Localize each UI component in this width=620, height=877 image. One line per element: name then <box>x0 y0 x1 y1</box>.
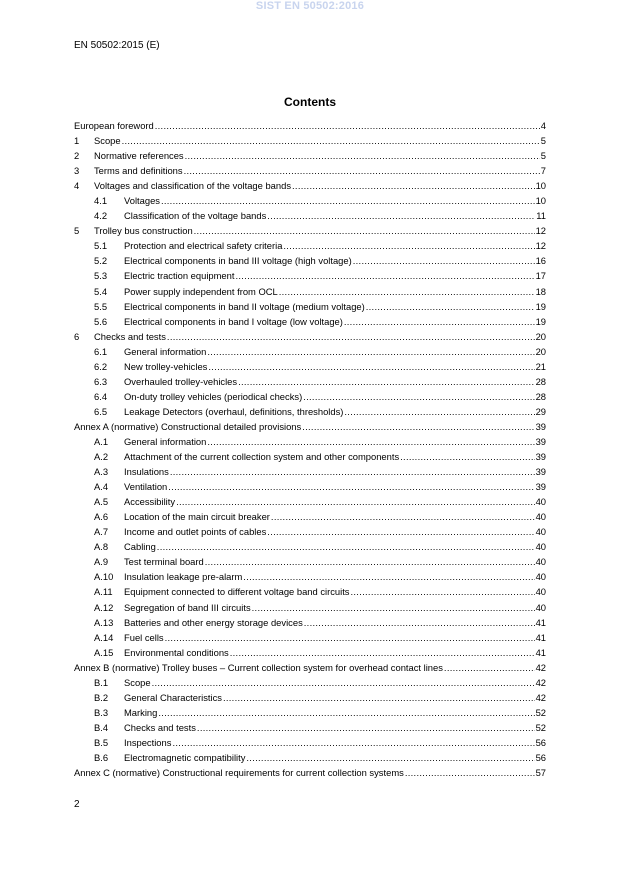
toc-entry-title: Ventilation <box>124 481 168 493</box>
toc-entry[interactable] <box>74 584 546 599</box>
toc-entry[interactable] <box>74 118 546 133</box>
toc-entry-title: General Characteristics <box>124 691 222 703</box>
watermark: SIST EN 50502:2016 <box>255 0 365 12</box>
toc-entry-number: A.1 <box>94 435 109 447</box>
toc-entry-number: B.2 <box>94 691 109 703</box>
toc-entry-page: 12 <box>535 240 546 252</box>
toc-entry-page: 7 <box>540 165 546 177</box>
toc-dot-leader <box>238 374 534 389</box>
toc-dot-leader <box>366 299 535 314</box>
toc-entry-page: 39 <box>535 481 546 493</box>
toc-entry[interactable] <box>74 690 546 705</box>
toc-entry-page: 40 <box>535 556 546 568</box>
toc-dot-leader <box>230 645 535 660</box>
toc-entry[interactable] <box>74 539 546 554</box>
toc-dot-leader <box>351 584 535 599</box>
toc-dot-leader <box>197 720 535 735</box>
toc-entry-number: A.7 <box>94 526 109 538</box>
toc-entry-number: 5 <box>74 225 80 237</box>
toc-entry[interactable] <box>74 600 546 615</box>
toc-entry-number: 6.3 <box>94 375 108 387</box>
toc-entry-title: Electromagnetic compatibility <box>124 751 246 763</box>
toc-entry-page: 12 <box>535 225 546 237</box>
toc-entry-title: Voltages <box>124 195 160 207</box>
toc-entry-title: Annex B (normative) Trolley buses – Current collection system for overhead contact lines <box>74 661 443 673</box>
toc-entry-page: 41 <box>535 646 546 658</box>
toc-entry-page: 41 <box>535 616 546 628</box>
toc-entry-page: 17 <box>535 270 546 282</box>
toc-entry-number: 4 <box>74 180 80 192</box>
toc-entry-title: Trolley bus construction <box>94 225 193 237</box>
toc-dot-leader <box>304 615 535 630</box>
toc-dot-leader <box>155 118 540 133</box>
toc-dot-leader <box>185 148 540 163</box>
toc-entry-page: 40 <box>535 601 546 613</box>
page-number: 2 <box>74 799 80 810</box>
toc-entry-number: B.3 <box>94 706 109 718</box>
toc-entry[interactable] <box>74 750 546 765</box>
toc-entry[interactable] <box>74 359 546 374</box>
toc-entry-number: A.13 <box>94 616 114 628</box>
toc-entry-title: Leakage Detectors (overhaul, definitions, thresholds) <box>124 405 344 417</box>
toc-dot-leader <box>292 178 535 193</box>
toc-dot-leader <box>246 750 534 765</box>
toc-entry[interactable] <box>74 133 546 148</box>
toc-entry-page: 40 <box>535 541 546 553</box>
toc-entry-title: Test terminal board <box>124 556 204 568</box>
toc-entry-title: Insulation leakage pre-alarm <box>124 571 243 583</box>
toc-entry[interactable] <box>74 479 546 494</box>
toc-entry[interactable] <box>74 404 546 419</box>
toc-dot-leader <box>235 268 534 283</box>
toc-entry-page: 40 <box>535 571 546 583</box>
toc-entry-number: B.6 <box>94 751 109 763</box>
toc-entry-number: A.12 <box>94 601 114 613</box>
toc-entry-title: Normative references <box>94 150 184 162</box>
toc-entry-page: 39 <box>535 466 546 478</box>
toc-dot-leader <box>267 208 535 223</box>
toc-entry[interactable] <box>74 630 546 645</box>
toc-entry-page: 11 <box>536 210 546 222</box>
toc-entry[interactable] <box>74 765 546 780</box>
toc-entry-page: 18 <box>535 285 546 297</box>
toc-entry[interactable] <box>74 449 546 464</box>
toc-dot-leader <box>176 494 535 509</box>
toc-entry-page: 20 <box>535 345 546 357</box>
toc-entry[interactable] <box>74 329 546 344</box>
toc-entry-title: On-duty trolley vehicles (periodical checks) <box>124 390 303 402</box>
toc-entry-title: Cabling <box>124 541 156 553</box>
toc-entry-title: Segregation of band III circuits <box>124 601 251 613</box>
toc-entry-title: Inspections <box>124 736 172 748</box>
toc-entry-title: Environmental conditions <box>124 646 229 658</box>
toc-entry[interactable] <box>74 554 546 569</box>
toc-entry-title: Annex A (normative) Constructional detailed provisions <box>74 420 302 432</box>
toc-entry-number: 5.3 <box>94 270 108 282</box>
toc-entry-number: B.4 <box>94 721 109 733</box>
toc-entry-title: Accessibility <box>124 496 176 508</box>
toc-entry-page: 40 <box>535 586 546 598</box>
toc-entry-page: 20 <box>535 330 546 342</box>
toc-entry-number: A.11 <box>94 586 113 598</box>
toc-entry-number: 6.1 <box>94 345 108 357</box>
toc-entry-page: 42 <box>535 691 546 703</box>
toc-entry[interactable] <box>74 419 546 434</box>
toc-dot-leader <box>167 329 535 344</box>
toc-entry-title: Batteries and other energy storage devices <box>124 616 303 628</box>
toc-entry[interactable] <box>74 660 546 675</box>
toc-entry-title: Attachment of the current collection system and other components <box>124 451 400 463</box>
toc-entry-page: 10 <box>535 180 546 192</box>
toc-entry-title: Annex C (normative) Constructional requirements for current collection systems <box>74 767 404 779</box>
toc-dot-leader <box>172 735 534 750</box>
toc-entry-page: 21 <box>535 360 546 372</box>
toc-entry[interactable] <box>74 178 546 193</box>
toc-dot-leader <box>161 193 535 208</box>
toc-dot-leader <box>184 163 540 178</box>
toc-entry-title: Overhauled trolley-vehicles <box>124 375 238 387</box>
toc-entry-title: Marking <box>124 706 158 718</box>
toc-entry[interactable] <box>74 208 546 223</box>
toc-entry-title: General information <box>124 435 207 447</box>
toc-entry-page: 41 <box>535 631 546 643</box>
toc-entry[interactable] <box>74 268 546 283</box>
toc-entry-title: Power supply independent from OCL <box>124 285 278 297</box>
toc-dot-leader <box>303 389 534 404</box>
toc-dot-leader <box>405 765 535 780</box>
toc-entry-number: A.4 <box>94 481 109 493</box>
toc-entry-number: 3 <box>74 165 80 177</box>
toc-entry-number: 4.1 <box>94 195 108 207</box>
toc-entry-page: 5 <box>540 150 546 162</box>
toc-dot-leader <box>207 344 534 359</box>
toc-entry[interactable] <box>74 238 546 253</box>
toc-entry-number: A.9 <box>94 556 109 568</box>
toc-entry-number: 6.2 <box>94 360 108 372</box>
toc-entry[interactable] <box>74 284 546 299</box>
toc-entry-page: 28 <box>535 390 546 402</box>
toc-dot-leader <box>194 223 535 238</box>
toc-entry-page: 52 <box>535 706 546 718</box>
toc-entry-page: 10 <box>535 195 546 207</box>
toc-dot-leader <box>168 479 534 494</box>
toc-entry-page: 40 <box>535 526 546 538</box>
toc-entry-page: 40 <box>535 496 546 508</box>
toc-entry[interactable] <box>74 615 546 630</box>
toc-entry-page: 19 <box>535 300 546 312</box>
page-title: Contents <box>284 95 336 109</box>
toc-entry[interactable] <box>74 675 546 690</box>
toc-entry-page: 42 <box>535 676 546 688</box>
toc-entry-number: A.6 <box>94 511 109 523</box>
toc-dot-leader <box>400 449 534 464</box>
toc-entry[interactable] <box>74 735 546 750</box>
toc-entry-number: 6.5 <box>94 405 108 417</box>
toc-entry-number: A.5 <box>94 496 109 508</box>
toc-entry-number: 5.1 <box>94 240 108 252</box>
toc-entry-title: General information <box>124 345 207 357</box>
toc-entry[interactable] <box>74 720 546 735</box>
toc-entry-number: A.10 <box>94 571 114 583</box>
toc-entry-title: Checks and tests <box>94 330 166 342</box>
toc-entry[interactable] <box>74 645 546 660</box>
toc-entry-number: 2 <box>74 150 80 162</box>
toc-dot-leader <box>444 660 535 675</box>
toc-entry-title: Fuel cells <box>124 631 164 643</box>
toc-dot-leader <box>165 630 535 645</box>
toc-entry-page: 19 <box>535 315 546 327</box>
toc-entry[interactable] <box>74 314 546 329</box>
toc-dot-leader <box>252 600 535 615</box>
toc-entry-title: Scope <box>94 135 121 147</box>
toc-entry-title: Electrical components in band II voltage (medium voltage) <box>124 300 365 312</box>
toc-entry-title: European foreword <box>74 120 154 131</box>
toc-entry-page: 29 <box>535 405 546 417</box>
toc-entry-number: 5.6 <box>94 315 108 327</box>
toc-entry[interactable] <box>74 253 546 268</box>
toc-dot-leader <box>205 554 535 569</box>
toc-entry-page: 5 <box>540 135 546 147</box>
toc-entry[interactable] <box>74 705 546 720</box>
toc-dot-leader <box>170 464 535 479</box>
toc-dot-leader <box>207 434 534 449</box>
toc-dot-leader <box>271 509 535 524</box>
toc-entry-title: Location of the main circuit breaker <box>124 511 270 523</box>
toc-dot-leader <box>158 705 534 720</box>
toc-entry-number: A.3 <box>94 466 109 478</box>
toc-entry-number: 5.5 <box>94 300 108 312</box>
toc-dot-leader <box>243 569 534 584</box>
table-of-contents <box>74 118 546 780</box>
toc-entry[interactable] <box>74 344 546 359</box>
toc-entry[interactable] <box>74 389 546 404</box>
toc-entry[interactable] <box>74 494 546 509</box>
toc-entry[interactable] <box>74 509 546 524</box>
toc-dot-leader <box>344 314 535 329</box>
toc-dot-leader <box>344 404 534 419</box>
toc-entry-page: 56 <box>535 736 546 748</box>
toc-entry-number: B.1 <box>94 676 109 688</box>
toc-entry[interactable] <box>74 163 546 178</box>
toc-entry-title: Terms and definitions <box>94 165 183 177</box>
toc-entry-number: 5.4 <box>94 285 108 297</box>
toc-entry[interactable] <box>74 569 546 584</box>
toc-entry[interactable] <box>74 374 546 389</box>
toc-entry-title: New trolley-vehicles <box>124 360 208 372</box>
toc-entry-title: Electrical components in band III voltage (high voltage) <box>124 255 352 267</box>
toc-entry-page: 42 <box>535 661 546 673</box>
toc-entry-title: Voltages and classification of the voltage bands <box>94 180 292 192</box>
toc-entry-number: 6 <box>74 330 80 342</box>
toc-entry-number: 5.2 <box>94 255 108 267</box>
toc-dot-leader <box>353 253 535 268</box>
toc-entry-title: Classification of the voltage bands <box>124 210 267 222</box>
toc-entry-number: 1 <box>74 135 80 147</box>
toc-entry-title: Scope <box>124 676 151 688</box>
document-id: EN 50502:2015 (E) <box>74 40 160 51</box>
toc-entry-title: Checks and tests <box>124 721 196 733</box>
toc-dot-leader <box>208 359 534 374</box>
toc-entry-page: 28 <box>535 375 546 387</box>
toc-dot-leader <box>152 675 535 690</box>
toc-dot-leader <box>267 524 534 539</box>
toc-dot-leader <box>223 690 535 705</box>
toc-dot-leader <box>283 238 534 253</box>
toc-entry-number: A.14 <box>94 631 114 643</box>
toc-entry-number: 4.2 <box>94 210 108 222</box>
toc-entry-title: Equipment connected to different voltage band circuits <box>124 586 350 598</box>
toc-entry-number: 6.4 <box>94 390 108 402</box>
toc-dot-leader <box>122 133 540 148</box>
toc-entry[interactable] <box>74 434 546 449</box>
toc-entry-page: 52 <box>535 721 546 733</box>
toc-entry-page: 16 <box>535 255 546 267</box>
toc-dot-leader <box>302 419 534 434</box>
toc-entry-page: 4 <box>540 120 546 131</box>
toc-entry-page: 57 <box>535 767 546 779</box>
toc-entry-number: B.5 <box>94 736 109 748</box>
toc-entry[interactable] <box>74 223 546 238</box>
toc-entry-page: 39 <box>535 451 546 463</box>
toc-entry-number: A.2 <box>94 451 109 463</box>
toc-entry-number: A.15 <box>94 646 114 658</box>
toc-entry-page: 56 <box>535 751 546 763</box>
toc-entry[interactable] <box>74 464 546 479</box>
toc-entry-page: 40 <box>535 511 546 523</box>
toc-entry[interactable] <box>74 299 546 314</box>
toc-entry-title: Electric traction equipment <box>124 270 235 282</box>
toc-entry-title: Electrical components in band I voltage (low voltage) <box>124 315 343 327</box>
toc-entry-title: Income and outlet points of cables <box>124 526 267 538</box>
toc-entry[interactable] <box>74 193 546 208</box>
toc-entry-number: A.8 <box>94 541 109 553</box>
toc-entry-page: 39 <box>535 435 546 447</box>
toc-entry[interactable] <box>74 148 546 163</box>
toc-entry[interactable] <box>74 524 546 539</box>
toc-entry-page: 39 <box>535 420 546 432</box>
toc-dot-leader <box>157 539 535 554</box>
toc-dot-leader <box>279 284 535 299</box>
toc-entry-title: Insulations <box>124 466 169 478</box>
toc-entry-title: Protection and electrical safety criteria <box>124 240 283 252</box>
